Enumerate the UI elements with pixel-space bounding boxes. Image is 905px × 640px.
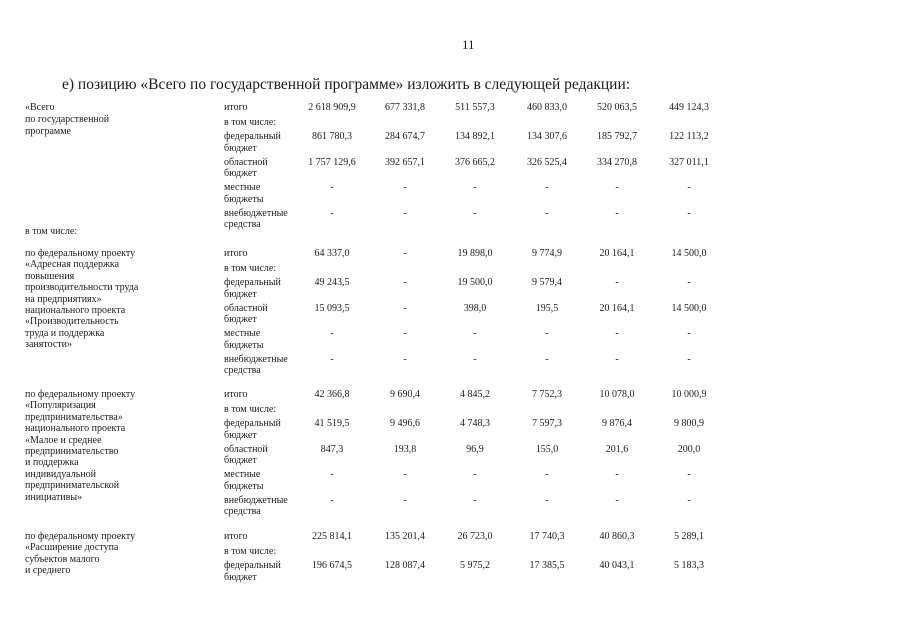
section-label-line: «Малое и среднее (25, 434, 102, 446)
funding-source-line: итого (224, 102, 248, 113)
amount-cell: 26 723,0 (457, 531, 493, 542)
section-rows (0, 389, 905, 520)
funding-source-line: областной (224, 156, 268, 168)
amount-cell: - (545, 353, 549, 365)
amount-cell: 15 093,5 (314, 302, 350, 314)
funding-source-line: бюджет (224, 142, 257, 154)
amount-cell: 196 674,5 (312, 560, 352, 571)
funding-source-line: областной (224, 302, 268, 314)
amount-cell: 511 557,3 (455, 102, 495, 113)
amount-cell: 9 876,4 (602, 418, 632, 429)
section-label-line: программе (25, 126, 71, 137)
amount-cell: - (473, 494, 477, 506)
amount-cell: - (615, 353, 619, 365)
section-label-line: по федеральному проекту (25, 531, 136, 542)
amount-cell: 5 975,2 (460, 560, 490, 571)
table-row (0, 277, 905, 303)
amount-cell: 9 496,6 (390, 418, 420, 429)
funding-source-cell (224, 208, 296, 231)
amount-cell: - (687, 277, 691, 288)
amount-cell: 677 331,8 (385, 102, 425, 113)
funding-source-cell (224, 560, 296, 583)
section-label-line: «Производительность (25, 316, 119, 328)
amount-cell: 195,5 (535, 302, 559, 314)
amount-cell: 40 043,1 (599, 560, 635, 571)
section-rows (0, 531, 905, 586)
funding-source-line: областной (224, 443, 268, 455)
amount-cell: 520 063,5 (597, 102, 637, 113)
amount-cell: - (330, 353, 334, 365)
funding-source-cell (224, 102, 296, 114)
amount-cell: 5 183,3 (674, 560, 704, 571)
amount-cell: 19 898,0 (457, 248, 493, 259)
section-label-line: занятости» (25, 339, 72, 351)
section-label-line: «Популяризация (25, 400, 96, 412)
amount-cell: 40 860,3 (599, 531, 635, 542)
funding-source-cell (224, 277, 296, 300)
amount-cell: 334 270,8 (597, 156, 637, 168)
funding-source-line: бюджеты (224, 339, 264, 351)
amount-cell: - (403, 182, 407, 193)
funding-source-cell (224, 389, 296, 401)
amount-cell: - (403, 277, 407, 288)
table-row (0, 404, 905, 419)
section-label-line: «Всего (25, 102, 55, 113)
funding-source-cell (224, 117, 296, 129)
amendment-heading: е) позицию «Всего по государственной программе» изложить в следующей редакции: (62, 76, 631, 93)
funding-source-line: бюджет (224, 288, 257, 300)
funding-source-cell (224, 418, 296, 441)
funding-source-cell (224, 157, 296, 180)
section-label-line: «Адресная поддержка (25, 259, 120, 271)
table-row (0, 182, 905, 208)
amount-cell: - (545, 328, 549, 339)
section-label-line: «Расширение доступа (25, 542, 119, 554)
funding-source-line: внебюджетные (224, 494, 288, 506)
section-label-line: субъектов малого (25, 553, 100, 565)
funding-source-cell (224, 328, 296, 351)
funding-source-line: местные (224, 469, 261, 480)
amount-cell: 398,0 (463, 302, 487, 314)
amount-cell: 49 243,5 (314, 277, 350, 288)
amount-cell: - (545, 494, 549, 506)
section-label-line: и поддержка (25, 457, 79, 469)
section-label-line: производительности труда (25, 282, 139, 294)
amount-cell: 9 690,4 (390, 389, 420, 400)
funding-source-line: бюджеты (224, 193, 264, 205)
table-row (0, 102, 905, 117)
amount-cell: 2 618 909,9 (308, 102, 356, 113)
funding-source-line: в том числе: (224, 262, 277, 274)
funding-source-line: внебюджетные (224, 353, 288, 365)
section-label-line: национального проекта (25, 305, 126, 317)
table-row (0, 157, 905, 183)
section-label-line: национального проекта (25, 423, 126, 435)
section-label-line: предпринимательство (25, 446, 119, 458)
funding-source-line: итого (224, 248, 248, 259)
section-label-line: инициативы» (25, 491, 83, 503)
amount-cell: 17 740,3 (529, 531, 565, 542)
amount-cell: - (403, 469, 407, 480)
funding-source-cell (224, 248, 296, 260)
amount-cell: - (615, 328, 619, 339)
amount-cell: 10 078,0 (599, 389, 635, 400)
amount-cell: - (473, 182, 477, 193)
section-label-line: по государственной (25, 114, 110, 125)
amount-cell: 9 774,9 (532, 248, 562, 259)
section-label-line: повышения (25, 270, 75, 282)
section-label-line: и среднего (25, 565, 71, 577)
section-label-line: на предприятиях» (25, 293, 102, 305)
section-label-line: по федеральному проекту (25, 389, 136, 400)
funding-source-cell (224, 531, 296, 543)
amount-cell: 392 657,1 (385, 156, 425, 168)
amount-cell: - (403, 207, 407, 219)
amount-cell: 96,9 (466, 443, 484, 455)
funding-source-cell (224, 469, 296, 492)
amount-cell: - (330, 182, 334, 193)
section-label-line: по федеральному проекту (25, 248, 136, 259)
funding-source-cell (224, 182, 296, 205)
amount-cell: - (330, 469, 334, 480)
section-label-line: предпринимательства» (25, 411, 123, 423)
table-row (0, 560, 905, 586)
amount-cell: 17 385,5 (529, 560, 565, 571)
funding-source-cell (224, 263, 296, 275)
table-row (0, 418, 905, 444)
funding-source-line: средства (224, 219, 261, 230)
funding-source-line: бюджет (224, 429, 257, 441)
table-row (0, 117, 905, 132)
amount-cell: - (687, 207, 691, 219)
table-row (0, 131, 905, 157)
table-row (0, 495, 905, 521)
table-row (0, 546, 905, 561)
funding-source-cell (224, 495, 296, 518)
amount-cell: - (403, 494, 407, 506)
funding-source-line: федеральный (224, 560, 281, 571)
amount-cell: 9 579,4 (532, 277, 562, 288)
table-row (0, 263, 905, 278)
funding-source-line: внебюджетные (224, 207, 288, 219)
amount-cell: - (403, 353, 407, 365)
funding-source-line: федеральный (224, 131, 281, 142)
amount-cell: 193,8 (393, 443, 417, 455)
funding-source-line: бюджет (224, 168, 257, 179)
funding-source-line: в том числе: (224, 116, 277, 128)
funding-source-line: в том числе: (224, 403, 277, 415)
table-row (0, 389, 905, 404)
amount-cell: 327 011,1 (669, 156, 709, 168)
table-row (0, 469, 905, 495)
funding-source-line: средства (224, 506, 261, 517)
amount-cell: 9 800,9 (674, 418, 704, 429)
table-row (0, 208, 905, 234)
amount-cell: 135 201,4 (385, 531, 425, 542)
section-label-line: индивидуальной (25, 468, 96, 480)
amount-cell: 19 500,0 (457, 277, 493, 288)
amount-cell: 134 307,6 (527, 131, 567, 142)
page-number: 11 (462, 37, 475, 52)
funding-source-line: местные (224, 182, 261, 193)
amount-cell: - (330, 207, 334, 219)
amount-cell: 376 665,2 (455, 156, 495, 168)
amount-cell: 42 366,8 (314, 389, 350, 400)
amount-cell: - (687, 182, 691, 193)
funding-source-line: федеральный (224, 277, 281, 288)
amount-cell: - (545, 469, 549, 480)
amount-cell: - (403, 248, 407, 259)
funding-source-cell (224, 404, 296, 416)
amount-cell: - (615, 207, 619, 219)
amount-cell: - (403, 302, 407, 314)
amount-cell: - (615, 277, 619, 288)
amount-cell: - (687, 469, 691, 480)
amount-cell: 4 748,3 (460, 418, 490, 429)
section-rows (0, 102, 905, 233)
amount-cell: 7 752,3 (532, 389, 562, 400)
amount-cell: - (330, 494, 334, 506)
funding-source-line: бюджет (224, 314, 257, 325)
amount-cell: 128 087,4 (385, 560, 425, 571)
amount-cell: 122 113,2 (669, 131, 709, 142)
amount-cell: - (687, 353, 691, 365)
funding-source-line: бюджет (224, 571, 257, 583)
amount-cell: - (330, 328, 334, 339)
table-row (0, 354, 905, 380)
funding-source-line: итого (224, 531, 248, 542)
funding-source-line: в том числе: (224, 545, 277, 557)
amount-cell: 5 289,1 (674, 531, 704, 542)
breakdown-label: в том числе: (25, 226, 78, 237)
amount-cell: - (473, 328, 477, 339)
amount-cell: 449 124,3 (669, 102, 709, 113)
amount-cell: 460 833,0 (527, 102, 567, 113)
funding-source-line: бюджет (224, 455, 257, 466)
amount-cell: 4 845,2 (460, 389, 490, 400)
amount-cell: 64 337,0 (314, 248, 350, 259)
amount-cell: 155,0 (535, 443, 559, 455)
amount-cell: 1 757 129,6 (308, 156, 356, 168)
amount-cell: - (615, 469, 619, 480)
funding-source-cell (224, 131, 296, 154)
amount-cell: 134 892,1 (455, 131, 495, 142)
amount-cell: - (473, 353, 477, 365)
funding-source-cell (224, 303, 296, 326)
amount-cell: 7 597,3 (532, 418, 562, 429)
amount-cell: 20 164,1 (599, 302, 635, 314)
table-row (0, 303, 905, 329)
amount-cell: - (473, 207, 477, 219)
amount-cell: - (473, 469, 477, 480)
funding-source-cell (224, 444, 296, 467)
amount-cell: - (545, 182, 549, 193)
table-row (0, 531, 905, 546)
amount-cell: 10 000,9 (671, 389, 707, 400)
funding-source-line: местные (224, 328, 261, 339)
amount-cell: 14 500,0 (671, 248, 707, 259)
amount-cell: 20 164,1 (599, 248, 635, 259)
section-label-line: труда и поддержка (25, 327, 105, 339)
amount-cell: 225 814,1 (312, 531, 352, 542)
amount-cell: - (687, 494, 691, 506)
funding-source-line: итого (224, 389, 248, 400)
funding-source-cell (224, 546, 296, 558)
amount-cell: 185 792,7 (597, 131, 637, 142)
amount-cell: - (687, 328, 691, 339)
table-row (0, 248, 905, 263)
table-row (0, 328, 905, 354)
amount-cell: 326 525,4 (527, 156, 567, 168)
table-row (0, 444, 905, 470)
amount-cell: - (403, 328, 407, 339)
amount-cell: 284 674,7 (385, 131, 425, 142)
funding-source-cell (224, 354, 296, 377)
amount-cell: 14 500,0 (671, 302, 707, 314)
amount-cell: - (615, 182, 619, 193)
amount-cell: 847,3 (320, 443, 344, 455)
funding-source-line: средства (224, 365, 261, 376)
amount-cell: 201,6 (605, 443, 629, 455)
amount-cell: 41 519,5 (314, 418, 350, 429)
amount-cell: 861 780,3 (312, 131, 352, 142)
amount-cell: 200,0 (677, 443, 701, 455)
section-label-line: предпринимательской (25, 480, 120, 492)
section-rows (0, 248, 905, 379)
funding-source-line: федеральный (224, 418, 281, 429)
amount-cell: - (545, 207, 549, 219)
funding-source-line: бюджеты (224, 480, 264, 492)
amount-cell: - (615, 494, 619, 506)
